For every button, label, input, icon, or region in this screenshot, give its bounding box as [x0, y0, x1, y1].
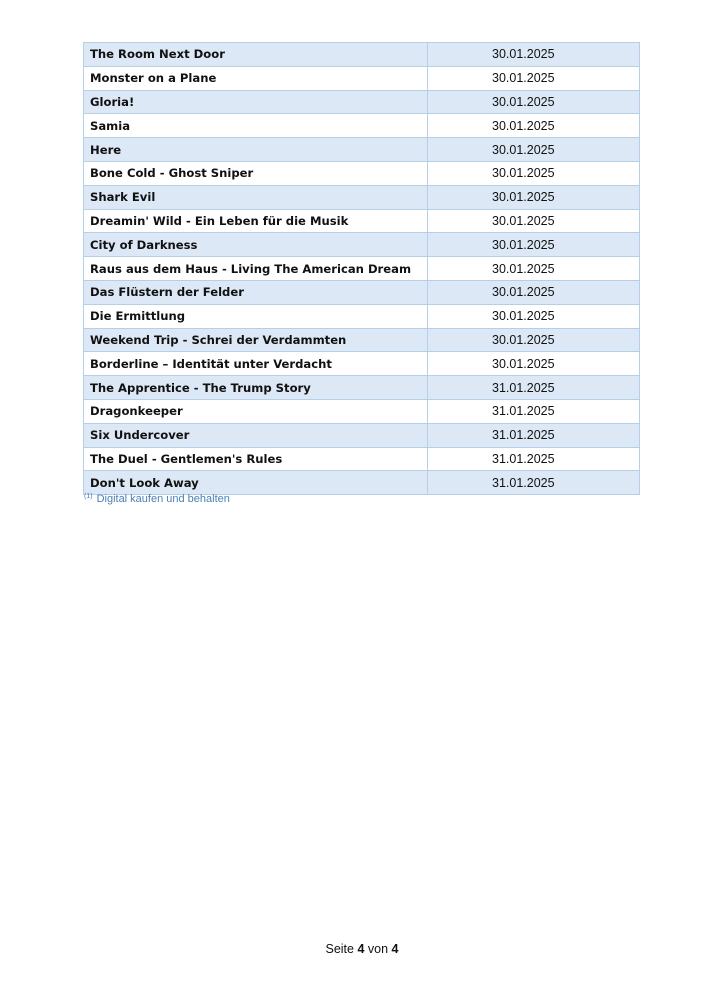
table-row [84, 209, 640, 233]
release-date: 30.01.2025 [428, 304, 640, 328]
release-date: 30.01.2025 [428, 66, 640, 90]
release-table-body [84, 43, 640, 495]
release-date: 31.01.2025 [428, 399, 640, 423]
table-row [84, 304, 640, 328]
release-title: Borderline – Identität unter Verdacht [84, 352, 428, 376]
release-title: The Room Next Door [84, 43, 428, 67]
page-separator: von [367, 942, 389, 956]
table-row [84, 399, 640, 423]
release-title: Shark Evil [84, 185, 428, 209]
release-date: 30.01.2025 [428, 43, 640, 67]
release-title: Raus aus dem Haus - Living The American Dream [84, 257, 428, 281]
table-row [84, 423, 640, 447]
release-title: Die Ermittlung [84, 304, 428, 328]
release-title: Monster on a Plane [84, 66, 428, 90]
release-title: City of Darkness [84, 233, 428, 257]
table-row [84, 185, 640, 209]
release-title: The Duel - Gentlemen's Rules [84, 447, 428, 471]
release-title: Dreamin' Wild - Ein Leben für die Musik [84, 209, 428, 233]
table-row [84, 471, 640, 495]
release-date: 31.01.2025 [428, 447, 640, 471]
release-date: 30.01.2025 [428, 185, 640, 209]
current-page: 4 [357, 942, 365, 956]
footnote-marker: (1) [84, 493, 93, 500]
release-date: 30.01.2025 [428, 90, 640, 114]
release-title: Samia [84, 114, 428, 138]
table-row [84, 257, 640, 281]
release-title: Don't Look Away [84, 471, 428, 495]
table-row [84, 280, 640, 304]
release-title: Das Flüstern der Felder [84, 280, 428, 304]
release-date: 30.01.2025 [428, 209, 640, 233]
table-row [84, 447, 640, 471]
total-pages: 4 [391, 942, 399, 956]
release-date: 30.01.2025 [428, 328, 640, 352]
release-date: 31.01.2025 [428, 471, 640, 495]
table-row [84, 114, 640, 138]
release-date: 30.01.2025 [428, 161, 640, 185]
release-title: Bone Cold - Ghost Sniper [84, 161, 428, 185]
release-date: 30.01.2025 [428, 114, 640, 138]
table-row [84, 66, 640, 90]
page-number [0, 942, 706, 956]
release-date: 30.01.2025 [428, 352, 640, 376]
page-prefix: Seite [325, 942, 354, 956]
release-date: 30.01.2025 [428, 280, 640, 304]
release-table [83, 42, 640, 495]
release-title: Gloria! [84, 90, 428, 114]
release-date: 30.01.2025 [428, 138, 640, 162]
release-date: 30.01.2025 [428, 257, 640, 281]
release-title: The Apprentice - The Trump Story [84, 376, 428, 400]
release-title: Dragonkeeper [84, 399, 428, 423]
table-row [84, 376, 640, 400]
release-title: Six Undercover [84, 423, 428, 447]
footnote [84, 493, 230, 505]
table-row [84, 352, 640, 376]
table-row [84, 233, 640, 257]
release-title: Here [84, 138, 428, 162]
release-title: Weekend Trip - Schrei der Verdammten [84, 328, 428, 352]
table-row [84, 328, 640, 352]
release-date: 30.01.2025 [428, 233, 640, 257]
release-date: 31.01.2025 [428, 376, 640, 400]
table-row [84, 90, 640, 114]
table-row [84, 43, 640, 67]
table-row [84, 138, 640, 162]
release-date: 31.01.2025 [428, 423, 640, 447]
table-row [84, 161, 640, 185]
footnote-text: Digital kaufen und behalten [96, 493, 230, 505]
